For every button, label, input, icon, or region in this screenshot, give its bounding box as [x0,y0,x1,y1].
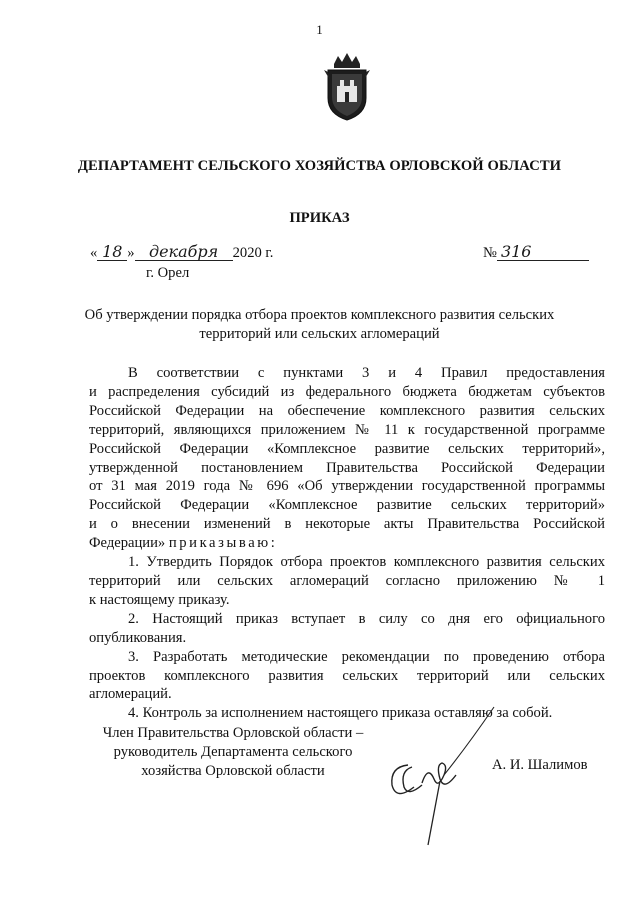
item-4-line: 4. Контроль за исполнением настоящего приказа оставляю за собой. [128,705,553,722]
order-number: 316 [497,244,589,261]
item-3-line: 3. Разработать методические рекомендации по проведению отбора [128,648,605,665]
body-line: Российской Федерации на обеспечение комплексного развития сельских [89,402,605,419]
item-2-line: 2. Настоящий приказ вступает в силу со дня его официального [128,610,605,627]
order-verb: приказываю: [168,535,278,552]
order-number-line [483,244,589,262]
subject-line: территорий или сельских агломераций [199,326,440,342]
body-line: Российской Федерации «Комплексное развитие сельских территорий» [89,497,605,514]
item-1-line: 1. Утвердить Порядок отбора проектов комплексного развития сельских [128,554,605,571]
handwritten-signature [378,705,498,855]
signatory-title-line: Член Правительства Орловской области – [102,725,364,741]
document-type-title: ПРИКАЗ [289,210,350,226]
item-3-line: агломераций. [89,686,172,703]
body-line: от 31 мая 2019 года № 696 «Об утверждении государственной программы [89,478,605,495]
body-line: и о внесении изменений в некоторые акты Правительства Российской [89,516,605,533]
body-line: территорий, являющихся приложением № 11 к государственной программе [89,421,605,438]
page-number: 1 [316,22,323,37]
body-text: Федерации» [89,535,166,552]
date-line [90,244,273,262]
body-line: В соответствии с пунктами 3 и 4 Правил предоставления [128,365,605,381]
item-2-line: опубликования. [89,629,187,646]
date-month: декабря [135,244,233,261]
body-line: утвержденной постановлением Правительства Российской Федерации [89,459,605,476]
signatory-title-line: руководитель Департамента сельского [113,744,353,760]
city-label: г. Орел [146,265,190,281]
signatory-title [88,724,378,781]
order-body [89,364,605,723]
item-1-line: к настоящему приказу. [89,591,230,608]
item-1-line: территорий или сельских агломераций согласно приложению № 1 [89,572,605,589]
date-year: 2020 г. [232,245,274,261]
order-subject [0,306,639,344]
item-3-line: проектов комплексного развития сельских территорий или сельских [89,667,605,684]
signatory-name: А. И. Шалимов [492,757,588,773]
coat-of-arms-emblem [318,50,376,122]
open-quote: « [90,245,98,261]
number-sign: № [483,245,497,261]
signatory-title-line: хозяйства Орловской области [141,763,325,779]
body-line: Российской Федерации «Комплексное развитие сельских территорий», [89,440,605,457]
close-quote: » [127,245,135,261]
body-line [89,534,605,553]
date-day: 18 [97,244,127,261]
subject-line: Об утверждении порядка отбора проектов комплексного развития сельских [84,307,555,323]
body-line: и распределения субсидий из федерального бюджета бюджетам субъектов [89,383,605,400]
department-title: ДЕПАРТАМЕНТ СЕЛЬСКОГО ХОЗЯЙСТВА ОРЛОВСКОЙ ОБЛАСТИ [77,158,562,174]
